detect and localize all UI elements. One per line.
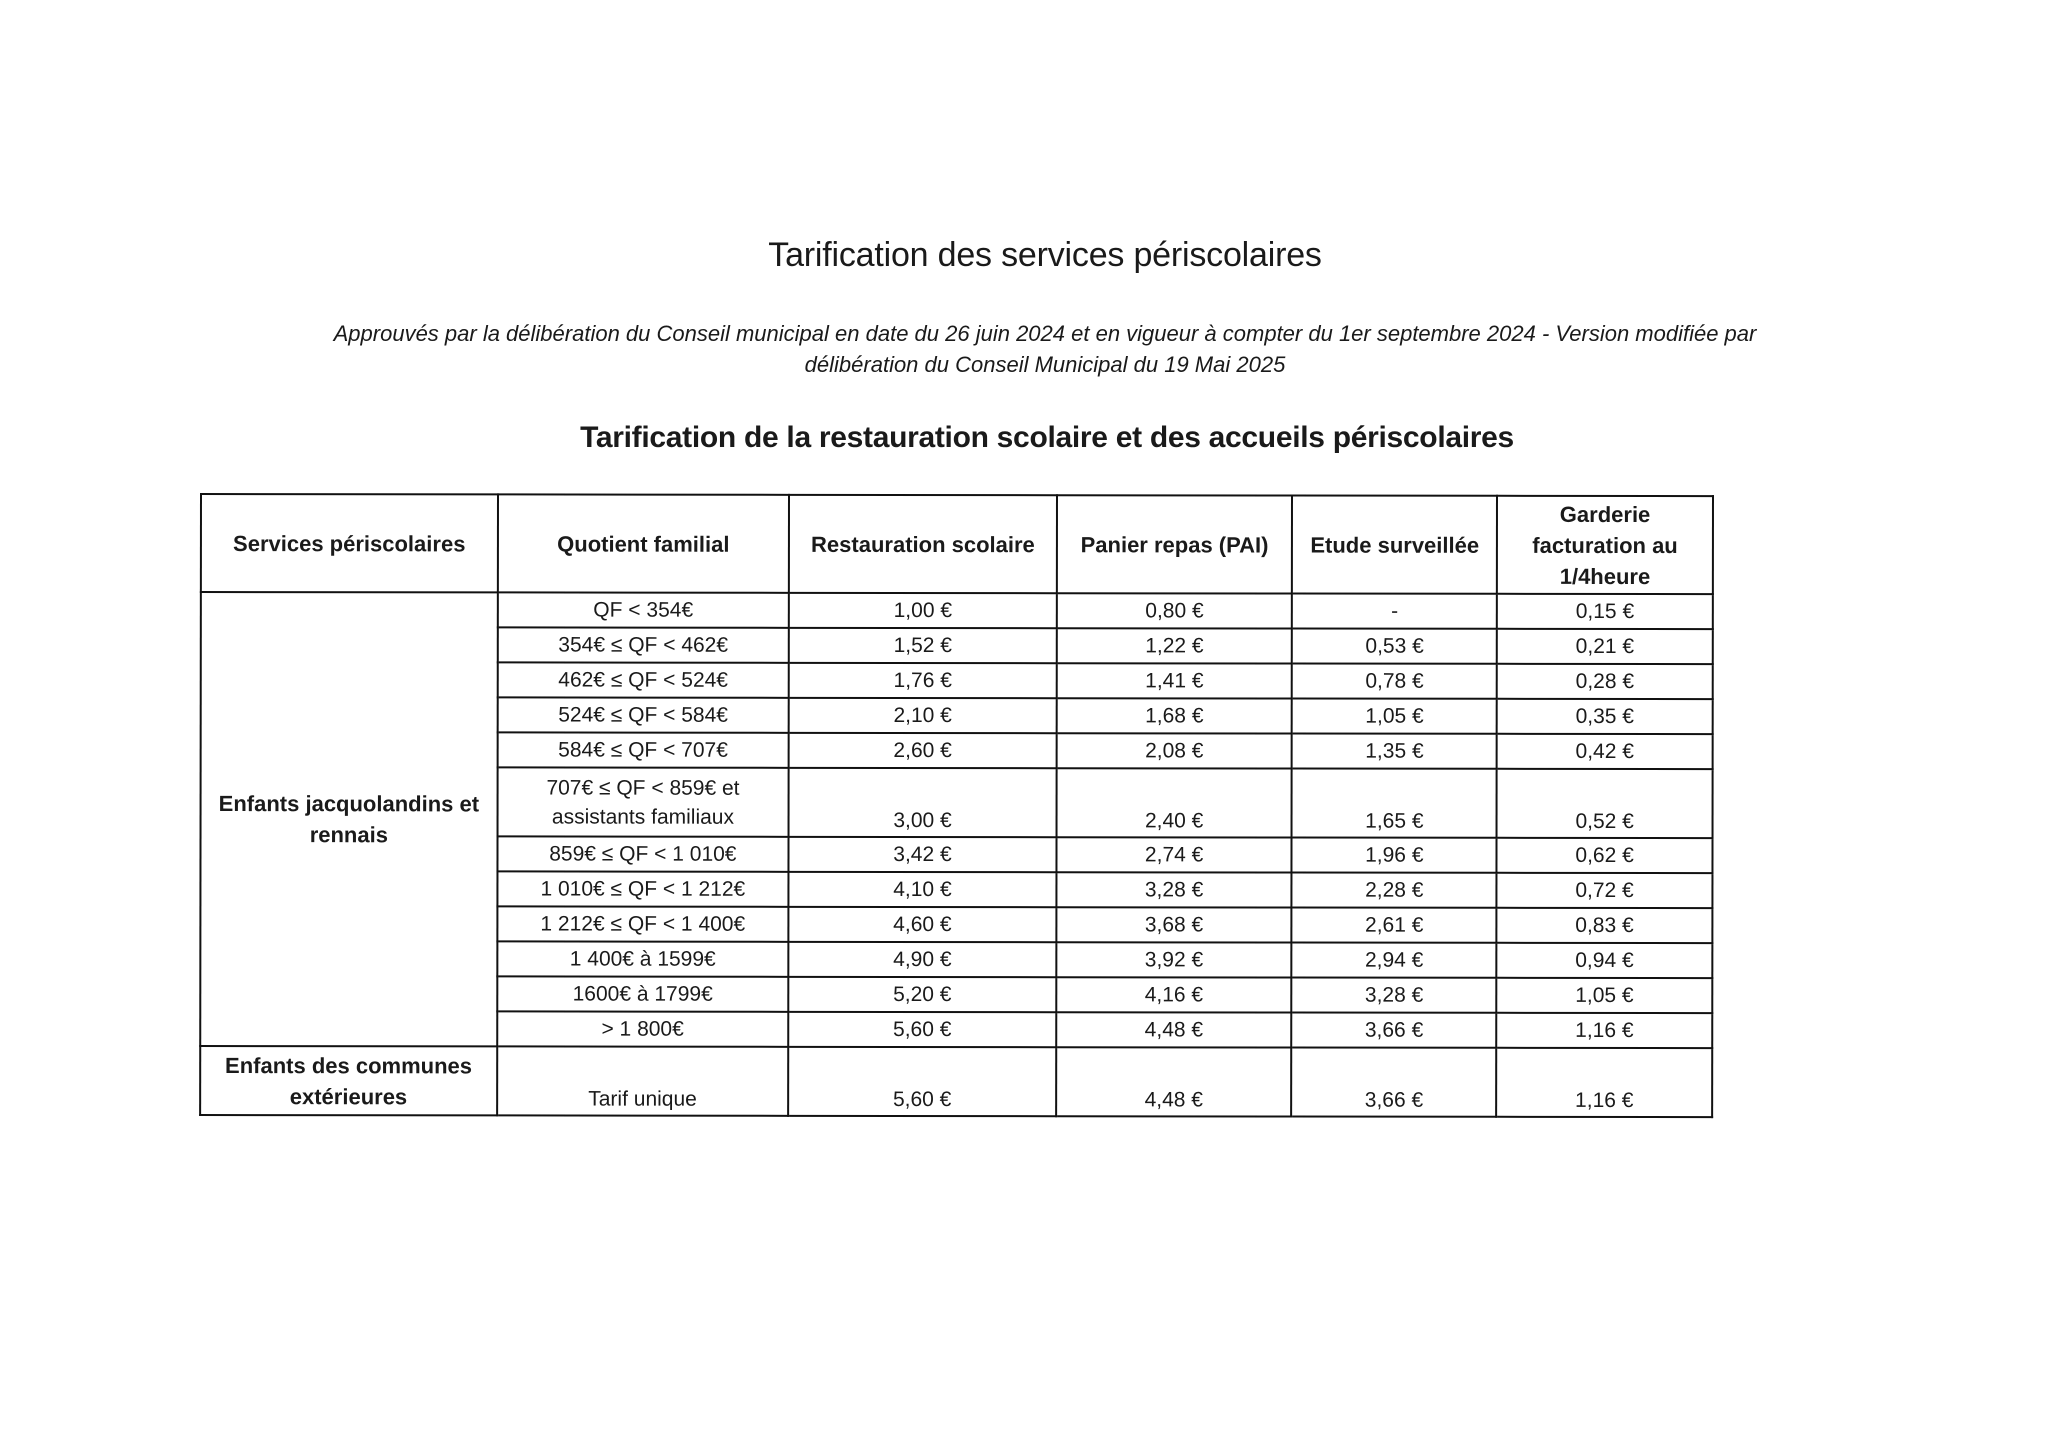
qf-cell: QF < 354€ (497, 592, 789, 627)
garderie-cell: 0,35 € (1497, 699, 1713, 734)
restauration-cell: 1,00 € (789, 593, 1057, 628)
restauration-cell: 1,52 € (789, 628, 1057, 663)
panier-cell: 1,22 € (1057, 628, 1293, 663)
header-garderie-line-1: Garderie (1559, 501, 1651, 527)
etude-cell: 2,94 € (1292, 943, 1497, 978)
panier-cell: 0,80 € (1057, 593, 1293, 628)
qf-cell: 584€ ≤ QF < 707€ (497, 732, 789, 767)
header-quotient: Quotient familial (498, 494, 790, 592)
subtitle-line-1: Approuvés par la délibération du Conseil municipal en date du 26 juin 2024 et en vigueur à compter du 1er septembre 2024 - Version modifiée par (333, 321, 1757, 346)
qf-cell: Tarif unique (497, 1046, 789, 1115)
garderie-cell: 0,15 € (1497, 594, 1713, 629)
table-header-row (201, 494, 1713, 594)
panier-cell: 2,08 € (1056, 733, 1292, 768)
qf-line-1: 707€ ≤ QF < 859€ et (546, 775, 740, 800)
garderie-cell: 0,72 € (1497, 873, 1713, 908)
header-restauration: Restauration scolaire (789, 495, 1057, 593)
panier-cell: 1,41 € (1057, 663, 1293, 698)
group-local-line-1: Enfants jacquolandins et (218, 791, 480, 817)
header-garderie-line-2: facturation au (1532, 532, 1678, 558)
garderie-cell: 0,62 € (1497, 838, 1713, 873)
tariff-table (199, 493, 1714, 1118)
qf-cell (497, 767, 789, 836)
header-garderie-line-3: 1/4heure (1559, 563, 1651, 589)
etude-cell: 0,78 € (1292, 664, 1497, 699)
garderie-cell: 0,42 € (1497, 734, 1713, 769)
panier-cell: 3,92 € (1056, 942, 1292, 977)
group-cell-exterior (200, 1046, 497, 1115)
qf-cell: 1 400€ à 1599€ (497, 941, 789, 976)
document-title: Tarification des services périscolaires (768, 236, 1322, 274)
header-panier: Panier repas (PAI) (1057, 495, 1293, 593)
restauration-cell: 3,42 € (789, 837, 1057, 872)
restauration-cell: 4,90 € (788, 942, 1056, 977)
panier-cell: 2,40 € (1056, 768, 1292, 837)
restauration-cell: 3,00 € (789, 768, 1057, 837)
panier-cell: 4,48 € (1056, 1047, 1292, 1116)
restauration-cell: 4,10 € (789, 872, 1057, 907)
section-title: Tarification de la restauration scolaire et des accueils périscolaires (580, 421, 1514, 454)
garderie-cell: 1,05 € (1496, 978, 1712, 1013)
qf-cell: 1 212€ ≤ QF < 1 400€ (497, 906, 789, 941)
header-etude: Etude surveillée (1292, 496, 1497, 594)
etude-cell: 1,35 € (1292, 734, 1497, 769)
subtitle-line-2: délibération du Conseil Municipal du 19 Mai 2025 (804, 352, 1286, 377)
table-row (201, 592, 1713, 629)
etude-cell: 0,53 € (1292, 629, 1497, 664)
qf-cell: 1600€ à 1799€ (497, 976, 789, 1011)
group-cell-local (200, 592, 497, 1046)
etude-cell: 1,96 € (1292, 838, 1497, 873)
garderie-cell: 0,94 € (1497, 943, 1713, 978)
group-exterior-line-1: Enfants des communes (225, 1052, 473, 1078)
group-exterior-line-2: extérieures (289, 1083, 408, 1109)
qf-cell: 859€ ≤ QF < 1 010€ (497, 836, 789, 871)
etude-cell: 2,28 € (1292, 873, 1497, 908)
panier-cell: 3,28 € (1056, 872, 1292, 907)
garderie-cell: 0,83 € (1497, 908, 1713, 943)
qf-cell: 1 010€ ≤ QF < 1 212€ (497, 871, 789, 906)
restauration-cell: 4,60 € (789, 907, 1057, 942)
qf-cell: 524€ ≤ QF < 584€ (497, 697, 789, 732)
etude-cell: 1,65 € (1292, 769, 1497, 838)
restauration-cell: 2,60 € (789, 733, 1057, 768)
restauration-cell: 1,76 € (789, 663, 1057, 698)
etude-cell: 3,66 € (1292, 1048, 1497, 1117)
etude-cell: 1,05 € (1292, 699, 1497, 734)
etude-cell: - (1292, 594, 1497, 629)
qf-cell: 462€ ≤ QF < 524€ (497, 662, 789, 697)
qf-cell: 354€ ≤ QF < 462€ (497, 627, 789, 662)
etude-cell: 2,61 € (1292, 908, 1497, 943)
restauration-cell: 5,20 € (788, 977, 1056, 1012)
group-local-line-2: rennais (309, 822, 388, 848)
etude-cell: 3,28 € (1292, 978, 1497, 1013)
panier-cell: 4,48 € (1056, 1012, 1292, 1047)
document-subtitle (250, 318, 1840, 380)
header-services: Services périscolaires (201, 494, 498, 592)
panier-cell: 3,68 € (1056, 907, 1292, 942)
panier-cell: 1,68 € (1057, 698, 1293, 733)
qf-line-2: assistants familiaux (551, 804, 735, 829)
garderie-cell: 1,16 € (1496, 1048, 1712, 1117)
panier-cell: 4,16 € (1056, 977, 1292, 1012)
garderie-cell: 1,16 € (1496, 1013, 1712, 1048)
table-row-exterior (200, 1046, 1712, 1117)
restauration-cell: 5,60 € (788, 1047, 1056, 1116)
restauration-cell: 5,60 € (788, 1012, 1056, 1047)
panier-cell: 2,74 € (1056, 837, 1292, 872)
garderie-cell: 0,21 € (1497, 629, 1713, 664)
header-garderie (1497, 496, 1713, 594)
garderie-cell: 0,28 € (1497, 664, 1713, 699)
garderie-cell: 0,52 € (1497, 769, 1713, 838)
qf-cell: > 1 800€ (497, 1011, 789, 1046)
restauration-cell: 2,10 € (789, 698, 1057, 733)
etude-cell: 3,66 € (1292, 1013, 1497, 1048)
